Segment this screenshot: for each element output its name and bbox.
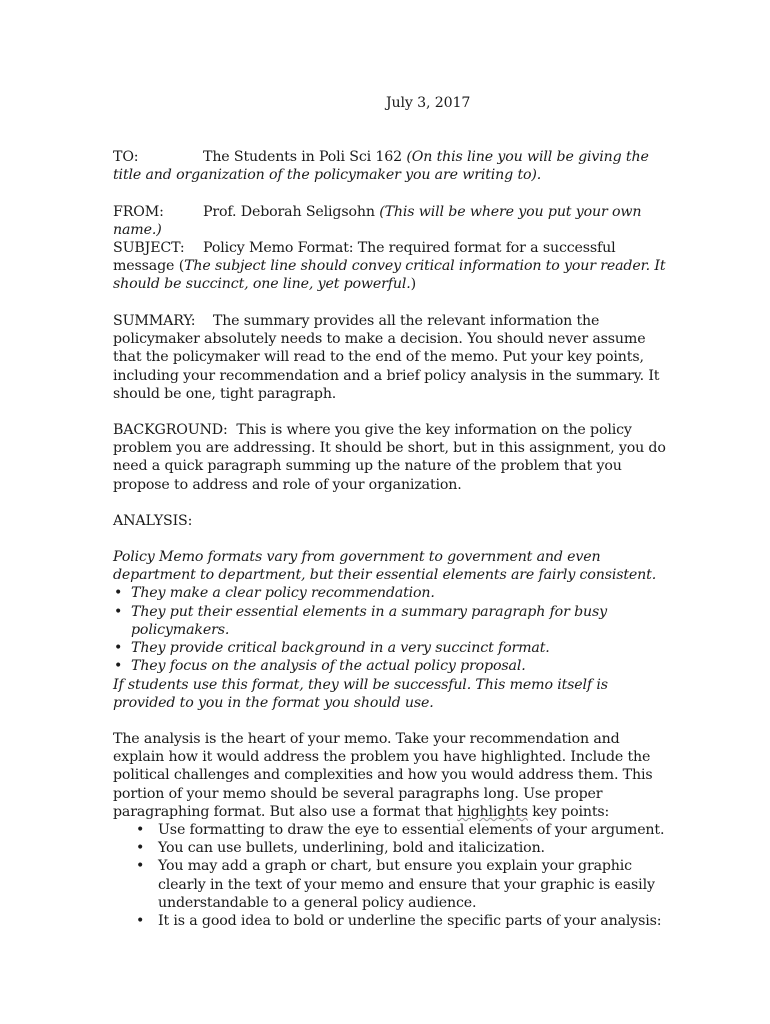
- list-item: • It is a good idea to bold or underline the specific parts of your analysis:: [113, 912, 673, 930]
- subject-label: SUBJECT:: [113, 240, 185, 256]
- background-text: This is where you give the key information on the policy problem you are addressing. It should be short, but in this assignment, you do need a quick paragraph summing up the nature of the problem that you propose to address and role of your organization.: [113, 422, 666, 493]
- from-label: FROM:: [113, 204, 164, 220]
- analysis-label: ANALYSIS:: [113, 513, 193, 529]
- summary-paragraph: [113, 312, 673, 403]
- from-line: [113, 203, 673, 239]
- list-item: • They focus on the analysis of the actual policy proposal.: [113, 657, 673, 675]
- list-item: • Use formatting to draw the eye to essential elements of your argument.: [113, 821, 673, 839]
- to-note: (On this line you will be giving the title and organization of the policymaker you are writing to).: [113, 149, 649, 184]
- analysis-bullet-list: [113, 584, 673, 675]
- list-item: • They provide critical background in a very succinct format.: [113, 639, 673, 657]
- analysis-body: [113, 730, 673, 930]
- analysis-intro: Policy Memo formats vary from government to government and even department to department, but their essential elements are fairly consistent.: [113, 549, 657, 584]
- list-item: • You may add a graph or chart, but ensure you explain your graphic clearly in the text of your memo and ensure that your graphic is easily understandable to a general policy audience.: [113, 857, 673, 912]
- memo-date: July 3, 2017: [386, 95, 471, 111]
- summary-label: SUMMARY:: [113, 313, 196, 329]
- list-item: • They make a clear policy recommendation.: [113, 584, 673, 602]
- from-note: (This will be where you put your own name.): [113, 204, 642, 239]
- analysis-body-tail: key points:: [527, 803, 610, 820]
- list-item: • You can use bullets, underlining, bold and italicization.: [113, 839, 673, 857]
- analysis-closing: If students use this format, they will be successful. This memo itself is provided to you in the format you should use.: [113, 677, 608, 712]
- analysis-tips-list: [113, 821, 673, 930]
- to-line: [113, 148, 673, 184]
- subject-note: The subject line should convey critical information to your reader. It should be succinct, one line, yet powerful.: [113, 258, 666, 293]
- background-label: BACKGROUND:: [113, 422, 228, 438]
- subject-note-open: (: [178, 258, 185, 275]
- subject-text: Policy Memo Format: The required format for a successful message: [113, 240, 616, 275]
- analysis-body-text: The analysis is the heart of your memo. Take your recommendation and explain how it would address the problem you have highlighted. Include the political challenges and complexities and how you would address them. This portion of your memo should be several paragraphs long. Use proper paragraphing format. But also use a format that: [113, 731, 653, 820]
- to-label: TO:: [113, 149, 139, 165]
- subject-line: [113, 239, 673, 294]
- subject-note-close: ): [410, 276, 417, 293]
- list-item: • They put their essential elements in a summary paragraph for busy policymakers.: [113, 603, 673, 639]
- to-text: The Students in Poli Sci 162: [203, 149, 407, 165]
- highlighted-word: highlights: [457, 803, 528, 820]
- analysis-intro-block: [113, 548, 673, 675]
- from-text: Prof. Deborah Seligsohn: [203, 204, 380, 220]
- background-paragraph: [113, 421, 673, 494]
- summary-text: The summary provides all the relevant information the policymaker absolutely needs to make a decision. You should never assume that the policymaker will read to the end of the memo. Put your key points, including your recommendation and a brief policy analysis in the summary. It should be one, tight paragraph.: [113, 313, 660, 402]
